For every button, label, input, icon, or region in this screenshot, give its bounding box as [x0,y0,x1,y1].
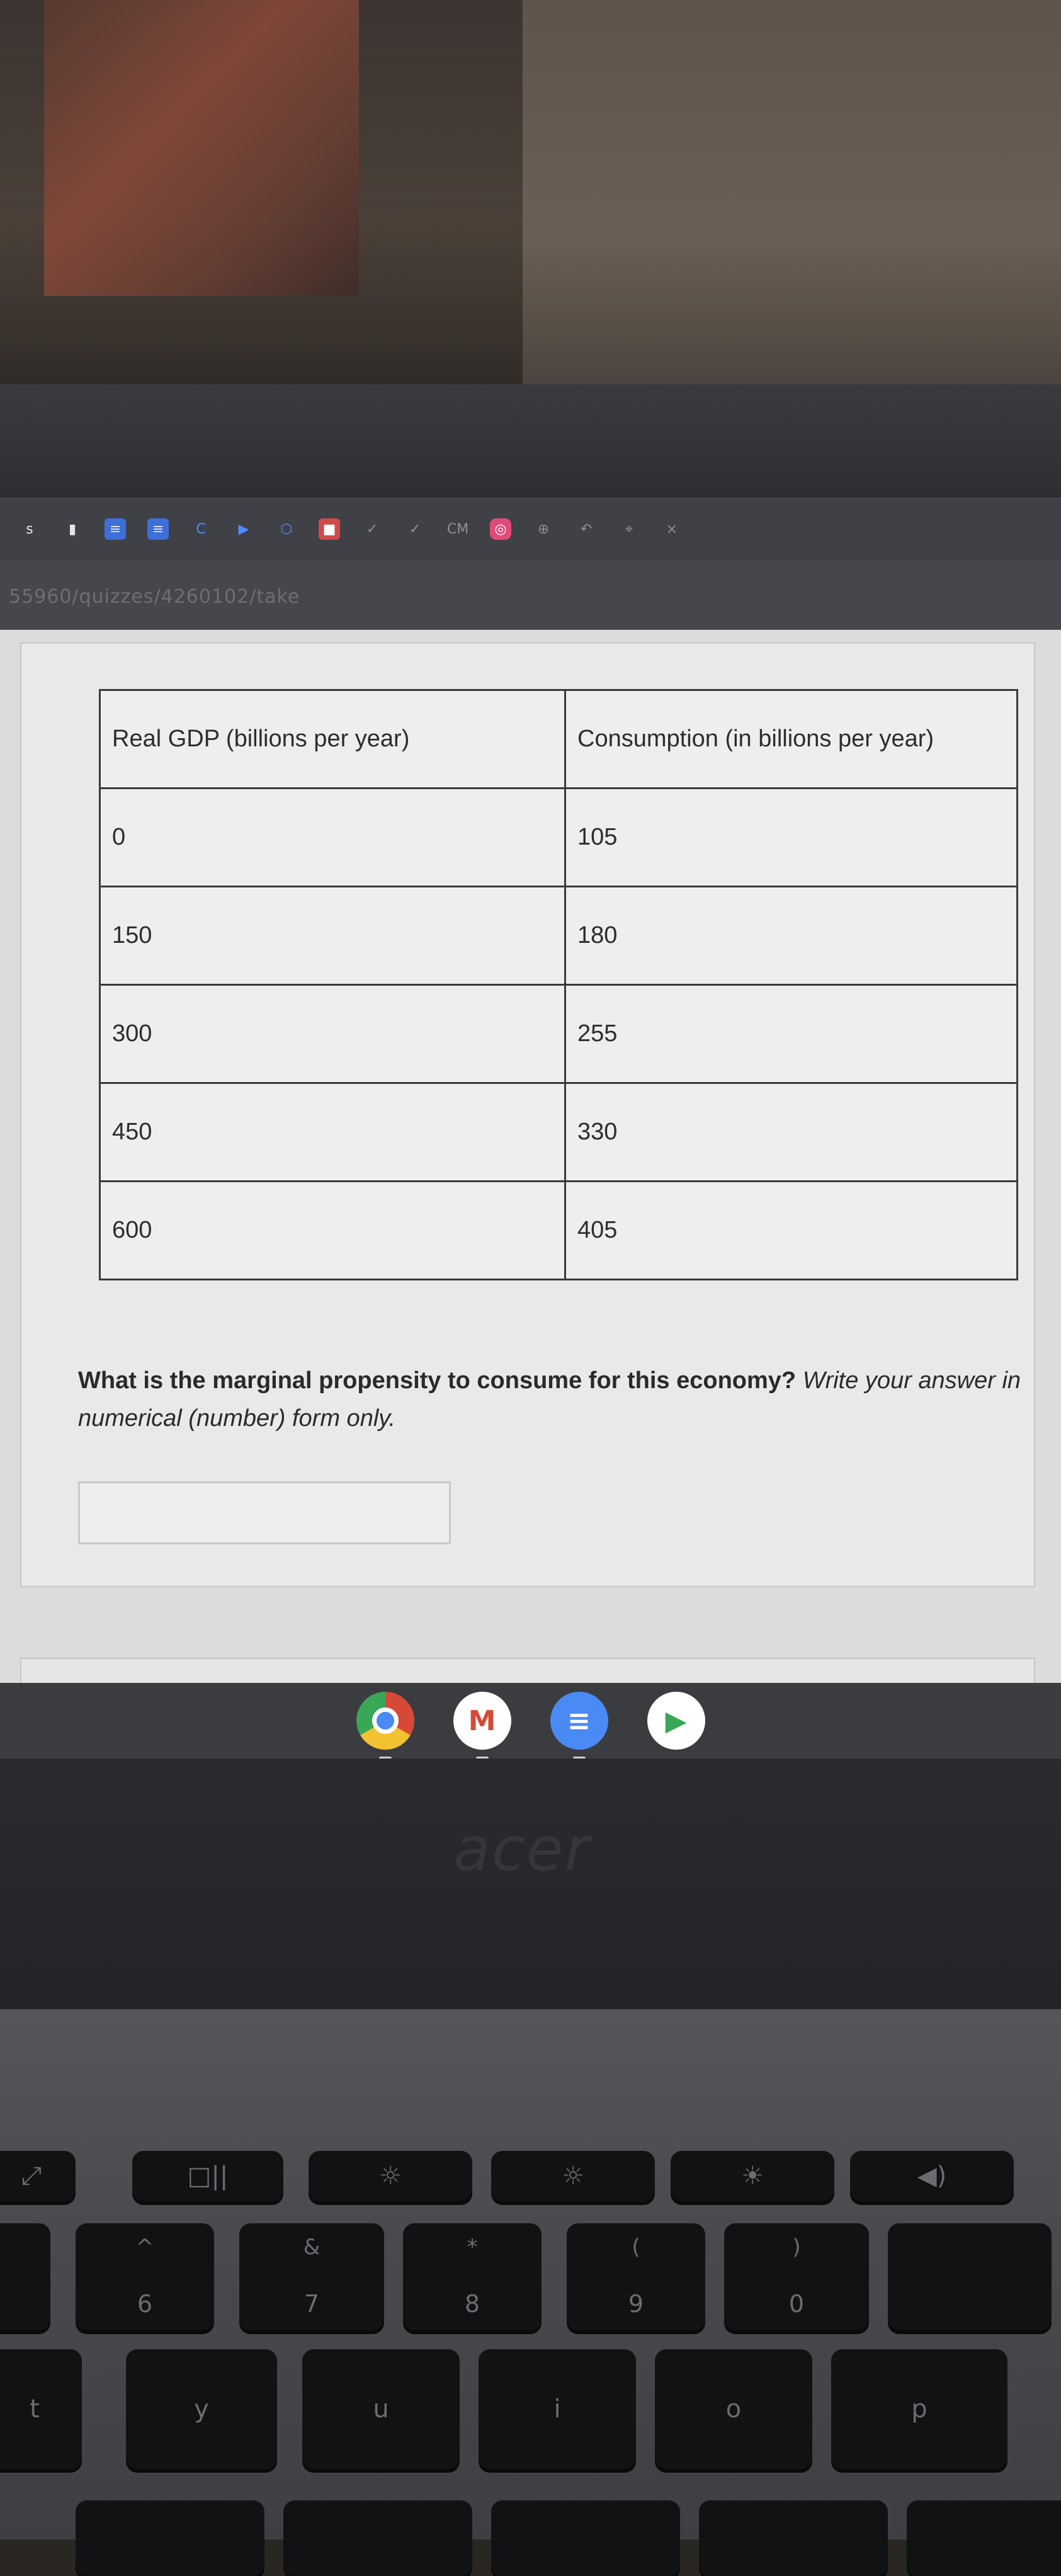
undo-icon[interactable]: ↶ [580,521,593,537]
background-room [0,0,1061,403]
docs-icon[interactable]: ≡ [550,1692,608,1750]
key-o[interactable] [655,2349,812,2469]
wall [523,0,1061,390]
key-label: o [725,2395,742,2424]
laptop-brand-logo: acer [453,1814,591,1884]
docs-icon[interactable]: ≡ [105,518,126,540]
key-label: & [303,2235,321,2260]
table-cell-gdp: 300 [100,985,565,1083]
question-instruction: Write your answer in numerical (number) form only. [78,1367,1021,1432]
chrome-center [372,1707,399,1734]
table-cell-consumption: 105 [565,789,1018,887]
key-mute[interactable] [850,2151,1014,2201]
docs-icon[interactable]: ≡ [147,518,169,540]
question-card [20,642,1035,1587]
key-i[interactable] [479,2349,636,2469]
column-header-real-gdp: Real GDP (billions per year) [100,690,565,789]
key-label: * [467,2235,478,2260]
table-row [100,1083,1018,1182]
key-label: 7 [304,2290,320,2318]
table-row [100,985,1018,1083]
key-overview[interactable] [132,2151,283,2201]
key-label: p [911,2395,928,2424]
table-header-row [100,690,1018,789]
refresh-icon[interactable]: C [196,521,206,537]
chrome-icon[interactable] [356,1692,414,1750]
s-icon[interactable]: s [26,521,33,537]
check-icon[interactable]: ✓ [366,521,378,537]
key-keyboard-light[interactable] [671,2151,834,2201]
key-label: y [194,2395,209,2424]
screen-bezel-top [0,384,1061,516]
key-7[interactable] [239,2223,384,2330]
wall-painting [44,0,359,296]
play-icon[interactable]: ▶ [238,521,249,537]
table-row [100,789,1018,887]
key-label: □|| [187,2162,229,2191]
key-t[interactable] [0,2349,82,2469]
key-minus[interactable] [888,2223,1052,2330]
answer-input[interactable] [78,1481,451,1544]
key-label: ⤢ [21,2162,42,2191]
key-label: 9 [628,2290,644,2318]
key-partial[interactable] [491,2500,680,2576]
table-row [100,887,1018,985]
key-label: t [30,2395,40,2424]
table-cell-consumption: 255 [565,985,1018,1083]
keyboard-deck [0,2009,1061,2539]
table-cell-gdp: 0 [100,789,565,887]
app-icon[interactable]: ■ [319,518,340,540]
globe-icon[interactable]: ⊕ [537,521,550,537]
key-brightness-up[interactable] [491,2151,655,2201]
key-y[interactable] [126,2349,277,2469]
gdp-consumption-table [99,689,1018,1280]
instagram-icon[interactable]: ◎ [490,518,511,540]
cm-icon[interactable]: CM [446,521,469,537]
key-label: ☼ [379,2162,402,2191]
key-partial[interactable] [76,2500,264,2576]
key-partial[interactable] [699,2500,888,2576]
check-icon[interactable]: ✓ [409,521,421,537]
key-label: ◀) [917,2162,947,2191]
question-text [78,1362,1041,1437]
close-icon[interactable]: × [666,521,678,537]
key-label: 8 [464,2290,480,2318]
key-label: ( [632,2235,640,2260]
column-header-consumption: Consumption (in billions per year) [565,690,1018,789]
key-9[interactable] [567,2223,705,2330]
key-label: ☼ [562,2162,584,2191]
address-bar[interactable] [0,561,1061,630]
key-label: 0 [788,2290,805,2318]
key-partial[interactable] [907,2500,1061,2576]
key-label: i [553,2395,561,2424]
table-cell-consumption: 405 [565,1182,1018,1280]
screen-bezel-bottom [0,1758,1061,2010]
key-label: ) [792,2235,801,2260]
question-prompt: What is the marginal propensity to consume for this economy? [78,1367,797,1394]
key-0[interactable] [724,2223,869,2330]
table-cell-consumption: 180 [565,887,1018,985]
key-brightness-down[interactable] [309,2151,472,2201]
pin-icon[interactable]: ⌖ [625,521,633,537]
bookmark-icon[interactable]: ▮ [68,521,77,537]
table-cell-gdp: 450 [100,1083,565,1182]
play-store-icon[interactable]: ▶ [647,1692,705,1750]
quiz-page [0,630,1061,1688]
key-fullscreen[interactable] [0,2151,76,2201]
gmail-icon[interactable]: M [453,1692,511,1750]
extension-icon[interactable]: ⬡ [280,521,293,537]
key-label: ☀ [741,2162,764,2191]
table-cell-gdp: 150 [100,887,565,985]
key-label: u [373,2395,389,2424]
table-cell-consumption: 330 [565,1083,1018,1182]
key-u[interactable] [302,2349,460,2469]
table-cell-gdp: 600 [100,1182,565,1280]
key-label: ^ [135,2235,154,2260]
browser-tab-strip [0,498,1061,561]
key-partial[interactable] [0,2223,50,2330]
os-shelf [0,1683,1061,1758]
key-8[interactable] [403,2223,542,2330]
key-p[interactable] [831,2349,1007,2469]
key-partial[interactable] [283,2500,472,2576]
key-label: 6 [137,2290,153,2318]
table-row [100,1182,1018,1280]
url-text: 55960/quizzes/4260102/take [9,586,300,608]
key-6[interactable] [76,2223,214,2330]
